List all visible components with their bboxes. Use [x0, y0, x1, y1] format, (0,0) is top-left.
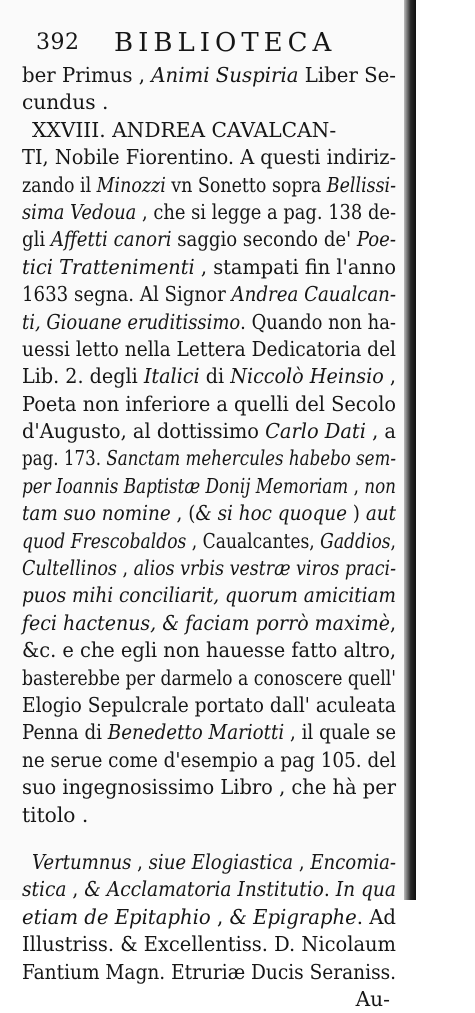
- text-line: [22, 904, 396, 931]
- text-line: [22, 254, 396, 281]
- line-content: [32, 117, 336, 144]
- line-content: [22, 500, 396, 527]
- roman-text: ,: [116, 556, 134, 581]
- italic-text: Carlo Dati: [265, 419, 366, 444]
- text-line: [22, 665, 396, 692]
- italic-text: sima Vedoua: [22, 199, 137, 224]
- italic-text: Italici: [143, 364, 200, 389]
- roman-text: ,: [389, 610, 396, 635]
- text-line: [22, 117, 396, 144]
- roman-text: ,: [390, 528, 397, 553]
- line-content: [22, 959, 396, 986]
- roman-text: , (: [170, 501, 196, 526]
- line-content: [22, 445, 396, 472]
- roman-text: ): [346, 501, 366, 526]
- text-line: [22, 931, 396, 958]
- text-line: [22, 959, 396, 986]
- text-line: [22, 418, 396, 445]
- line-content: [22, 226, 396, 253]
- roman-text: basterebbe per darmelo a conoscere quell': [22, 665, 397, 690]
- text-line: [22, 849, 396, 876]
- line-content: [22, 391, 396, 418]
- italic-text: feci hactenus, & faciam porrò maximè: [22, 610, 390, 635]
- roman-text: ,: [66, 877, 85, 902]
- line-content: [22, 281, 396, 308]
- catchword: [22, 986, 396, 1013]
- line-content: [22, 473, 396, 500]
- italic-text: quod Frescobaldos: [22, 528, 187, 553]
- roman-text: suo ingegnosissimo Libro , che hà per: [22, 775, 397, 800]
- text-line: [22, 391, 396, 418]
- line-content: [22, 610, 396, 637]
- roman-text: di: [199, 364, 231, 389]
- italic-text: Animi Suspiria: [151, 63, 299, 87]
- text-line: [22, 89, 396, 116]
- italic-text: & Epigraphe: [229, 904, 357, 929]
- italic-text: non: [364, 473, 397, 498]
- roman-text: , a: [365, 419, 396, 444]
- text-line: [22, 802, 396, 829]
- text-line: [22, 610, 396, 637]
- text-line: [22, 555, 396, 582]
- page-number: 392: [36, 30, 80, 55]
- roman-text: Lib. 2. degli: [22, 364, 144, 389]
- text-line: [22, 747, 396, 774]
- line-content: [22, 62, 396, 89]
- line-content: [22, 336, 396, 363]
- line-content: [22, 637, 396, 664]
- roman-text: XXVIII. ANDREA CAVALCAN-: [32, 117, 337, 142]
- roman-text: Poeta non inferiore a quelli del Secolo: [22, 391, 397, 416]
- line-content: [22, 254, 396, 281]
- line-content: [22, 172, 396, 199]
- roman-text: Illustriss. & Excellentiss. D. Nicolaum: [22, 932, 397, 957]
- roman-text: Penna di: [22, 720, 108, 745]
- italic-text: In qua: [335, 877, 396, 902]
- text-line: [22, 692, 396, 719]
- italic-text: per Ioannis Baptistæ Donij Memoriam: [22, 473, 349, 498]
- roman-text: Au-: [355, 986, 390, 1011]
- italic-text: Benedetto Mariotti: [107, 720, 285, 745]
- line-content: [32, 849, 396, 876]
- roman-text: d'Augusto, al dottissimo: [22, 419, 266, 444]
- roman-text: , Caualcantes,: [186, 528, 321, 553]
- roman-text: ber Primus ,: [22, 63, 152, 87]
- line-content: [22, 774, 396, 801]
- roman-text: vn Sonetto sopra: [165, 172, 327, 197]
- text-line: [22, 500, 396, 527]
- roman-text: Liber Se-: [298, 63, 396, 87]
- italic-text: Encomia-: [310, 849, 397, 874]
- text-line: [22, 473, 396, 500]
- line-content: [22, 582, 396, 609]
- roman-text: zando il: [22, 172, 97, 197]
- roman-text: pag. 173.: [22, 446, 107, 471]
- text-line: [22, 528, 396, 555]
- roman-text: Fantium Magn. Etruriæ Ducis Seraniss.: [22, 959, 397, 984]
- italic-text: tici Trattenimenti: [22, 254, 195, 279]
- italic-text: Niccolò Heinsio: [230, 364, 384, 389]
- text-line: [22, 719, 396, 746]
- running-head: BIBLIOTECA: [114, 28, 337, 58]
- line-content: [22, 876, 396, 903]
- roman-text: Elogio Sepulcrale portato dall' aculeata: [22, 692, 396, 717]
- text-body: [22, 62, 396, 1013]
- line-content: [22, 692, 396, 719]
- line-content: [22, 309, 396, 336]
- roman-text: ne serue come d'esempio a pag 105. del: [22, 747, 396, 772]
- text-line: [22, 336, 396, 363]
- roman-text: , stampati fin l'anno: [194, 254, 396, 279]
- italic-text: siue Elogiastica: [148, 849, 294, 874]
- italic-text: Minozzi: [96, 172, 166, 197]
- line-content: [22, 802, 88, 829]
- italic-text: alios vrbis vestræ viros praci-: [133, 556, 396, 581]
- line-content: [22, 199, 396, 226]
- line-content: [22, 418, 396, 445]
- roman-text: uessi letto nella Lettera Dedicatoria del: [22, 336, 396, 361]
- text-line: [22, 363, 396, 390]
- italic-text: Gaddios: [320, 528, 391, 553]
- text-line: [22, 582, 396, 609]
- roman-text: ,: [348, 473, 365, 498]
- italic-text: Bellissi-: [326, 172, 397, 197]
- italic-text: Poe-: [356, 227, 397, 252]
- text-line: [22, 774, 396, 801]
- roman-text: &c. e che egli non hauesse fatto altro,: [22, 638, 397, 663]
- line-content: [22, 904, 396, 931]
- text-line: [22, 172, 396, 199]
- roman-text: saggio secondo de': [171, 227, 357, 252]
- roman-text: titolo .: [22, 802, 89, 827]
- italic-text: & Acclamatoria Institutio: [84, 877, 324, 902]
- roman-text: 1633 segna. Al Signor: [22, 282, 232, 307]
- italic-text: ti, Giouane eruditissimo: [22, 309, 241, 334]
- text-line: [22, 876, 396, 903]
- line-content: [22, 89, 108, 116]
- text-line: [22, 199, 396, 226]
- roman-text: cundus .: [22, 90, 109, 115]
- line-content: [22, 144, 396, 171]
- italic-text: Cultellinos: [22, 556, 117, 581]
- line-content: [22, 719, 396, 746]
- italic-text: Andrea Caualcan-: [231, 282, 397, 307]
- italic-text: etiam de Epitaphio: [22, 904, 211, 929]
- italic-text: Affetti canori: [50, 227, 172, 252]
- roman-text: ,: [293, 849, 311, 874]
- roman-text: ,: [383, 364, 396, 389]
- roman-text: ,: [210, 904, 230, 929]
- text-line: [22, 637, 396, 664]
- roman-text: .: [323, 877, 336, 902]
- italic-text: & si hoc quoque: [195, 501, 347, 526]
- italic-text: stica: [22, 877, 67, 902]
- text-line: [22, 309, 396, 336]
- roman-text: . Ad: [356, 904, 396, 929]
- roman-text: . Quando non ha-: [240, 309, 396, 334]
- roman-text: TI, Nobile Fiorentino. A questi indiriz-: [22, 145, 397, 170]
- line-content: [22, 528, 396, 555]
- italic-text: aut: [365, 501, 397, 526]
- roman-text: ,: [131, 849, 149, 874]
- text-line: [22, 144, 396, 171]
- italic-text: Sanctam mehercules habebo sem-: [106, 446, 396, 471]
- line-content: [22, 363, 396, 390]
- text-line: [22, 281, 396, 308]
- text-line: [22, 445, 396, 472]
- roman-text: , che si legge a pag. 138 de-: [136, 199, 396, 224]
- text-line: [22, 62, 396, 89]
- page-edge-shadow: [404, 0, 416, 900]
- roman-text: gli: [22, 227, 51, 252]
- line-content: [22, 747, 396, 774]
- text-line: [22, 226, 396, 253]
- page-header: [36, 28, 396, 58]
- roman-text: , il quale se: [284, 720, 397, 745]
- italic-text: puos mihi conciliarit, quorum amicitiam: [22, 583, 397, 608]
- line-content: [22, 665, 396, 692]
- line-content: [22, 931, 396, 958]
- line-content: [22, 555, 396, 582]
- italic-text: Vertumnus: [32, 849, 132, 874]
- italic-text: tam suo nomine: [22, 501, 171, 526]
